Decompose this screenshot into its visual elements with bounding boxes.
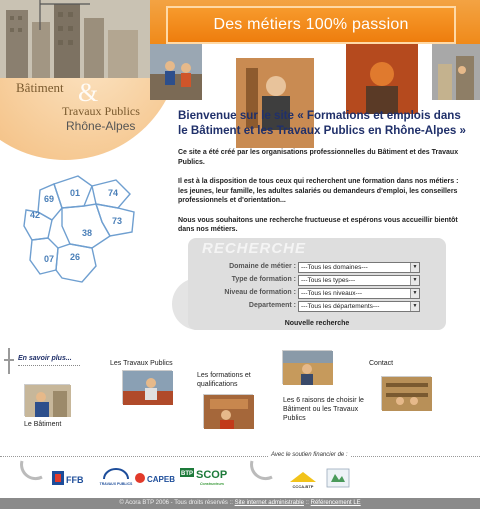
sponsor-region-logo[interactable] [326,468,350,488]
department-label-74: 74 [108,188,119,198]
formations-thumbnail[interactable] [203,394,253,428]
sponsor-divider [0,456,480,457]
batiment-link[interactable]: Le Bâtiment [24,421,62,428]
brand-line-batiment: Bâtiment [16,80,64,95]
sponsor-scop-text: SCOP [196,469,228,481]
sponsor-btp-scop-logo[interactable] [180,466,234,486]
intro-section [178,108,468,235]
footer-referencement-link[interactable]: Référencement LE [310,500,361,506]
footer-admin-link[interactable]: Site internet administrable [234,500,304,506]
region-map [22,170,150,288]
footer-separator: :: [303,500,311,506]
header-photo-welder [346,44,418,114]
chevron-down-icon: ▼ [410,289,419,298]
header-photo-site [432,44,480,100]
niveau-select[interactable] [298,288,420,299]
search-title: RECHERCHE [202,240,307,257]
intro-paragraph-1: Ce site a été créé par les organisations professionnelles du Bâtiment et des Travaux Publics. [178,149,459,166]
raisons-thumbnail[interactable] [282,350,332,384]
sponsor-constructeurs-text: Constructeurs [200,482,224,486]
raisons-link[interactable]: Les 6 raisons de choisir le Bâtiment ou les Travaux Publics [283,397,364,422]
search-row-departement [188,301,446,312]
chevron-down-icon: ▼ [410,276,419,285]
sponsor-travaux-publics-logo[interactable] [99,467,133,489]
sponsor-title: Avec le soutien financier de : [268,452,351,458]
sponsor-capeb-logo[interactable] [134,469,174,487]
contact-link[interactable]: Contact [369,360,394,367]
contact-thumbnail[interactable] [381,376,431,410]
savoir-plus-marker-icon [4,348,14,374]
department-label-01: 01 [70,188,81,198]
formations-link[interactable]: Les formations et qualifications [197,372,251,388]
footer-copyright: © Acora BTP 2006 - Tous droits réservés :: [119,500,235,506]
sponsor-btp-text: BTP [181,471,193,477]
sponsor-capeb-text: CAPEB [147,475,176,484]
type-select[interactable] [298,275,420,286]
brand-line-travaux: Travaux Publics [62,104,140,118]
brand-line-region: Rhône-Alpes [66,119,136,133]
sponsor-ccca-btp-logo[interactable] [288,468,318,490]
travaux-publics-link[interactable]: Les Travaux Publics [110,360,173,367]
chevron-down-icon: ▼ [410,263,419,272]
domaine-label: Domaine de métier : [229,263,296,270]
type-label: Type de formation : [231,276,296,283]
department-label-07: 07 [44,254,55,264]
department-label-38: 38 [82,228,93,238]
travaux-publics-thumbnail[interactable] [122,370,172,404]
banner-text: Des métiers 100% passion [213,16,409,33]
domaine-select-value: ---Tous les domaines--- [301,264,368,271]
intro-paragraph-2: Il est à la disposition de tous ceux qui recherchent une formation dans nos métiers : les jeunes, leur famille, les adultes salariés ou demandeurs d'emploi, les conseillers professionnels et d'orientation... [178,178,459,204]
niveau-select-value: ---Tous les niveaux--- [301,290,363,297]
header-skyline-photo [0,0,150,78]
department-label-26: 26 [70,252,81,262]
header-photo-strip [150,44,480,100]
departement-select[interactable] [298,301,420,312]
departement-select-value: ---Tous les départements--- [301,303,380,310]
department-label-42: 42 [30,210,41,220]
search-row-domaine [188,262,446,273]
footer [0,498,480,509]
sponsor-ffb-logo[interactable] [52,469,92,487]
savoir-plus-divider [18,365,80,366]
department-38-shape[interactable] [62,204,110,248]
department-26-shape[interactable] [56,244,96,282]
savoir-plus-title: En savoir plus... [18,355,72,362]
new-search-link[interactable]: Nouvelle recherche [284,320,350,327]
sponsor-tp-text: TRAVAUX PUBLICS [99,482,133,486]
sponsor-ffb-text: FFB [66,475,84,485]
brand-logo[interactable] [16,80,166,133]
header-banner [166,6,456,44]
department-label-69: 69 [44,194,55,204]
domaine-select[interactable] [298,262,420,273]
search-row-type [188,275,446,286]
search-panel [188,238,446,330]
brand-ampersand: & [78,78,99,107]
sponsor-ccca-text: CCCA-BTP [292,484,314,489]
type-select-value: ---Tous les types--- [301,277,356,284]
departement-label: Departement : [248,302,296,309]
region-emblem-icon [326,468,350,488]
batiment-thumbnail[interactable] [24,384,70,416]
chevron-down-icon: ▼ [410,302,419,311]
search-row-niveau [188,288,446,299]
niveau-label: Niveau de formation : [224,289,296,296]
sponsor-arc-mid-icon [250,459,274,479]
page-title: Bienvenue sur le site « Formations et emplois dans le Bâtiment et les Travaux Publics en Rhône-Alpes » [178,109,467,137]
sponsor-arc-left-icon [20,459,44,479]
intro-paragraph-3: Nous vous souhaitons une recherche fructueuse et espérons vous accueillir bientôt dans nos métiers. [178,216,458,233]
department-label-73: 73 [112,216,123,226]
